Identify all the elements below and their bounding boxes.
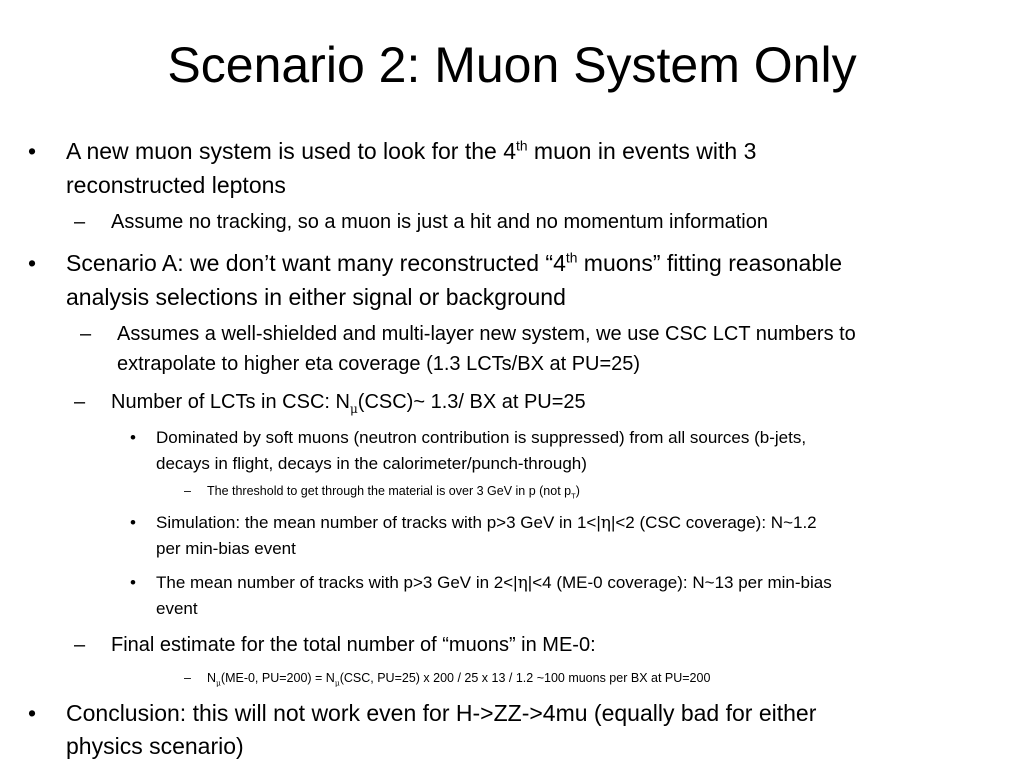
bullet-2b: Number of LCTs in CSC: $N_\mu(CSC)\sim$ 1.3/ BX at PU=25 (111, 391, 586, 416)
bullet-2b1-line-2: decays in flight, decays in the calorimeter/punch-through) (156, 454, 587, 473)
bullet-1-line-2: reconstructed leptons (66, 172, 286, 198)
dash-marker: – (74, 391, 86, 413)
bullet-3-line-1: Conclusion: this will not work even for H->ZZ->4mu (equally bad for either (66, 700, 817, 726)
bullet-2b3-line-2: event (156, 599, 198, 618)
bullet-2b1a: The threshold to get through the material is over 3 GeV in p (not $p_T$) (207, 484, 580, 501)
bullet-1-line-1: A new muon system is used to look for the 4th muon in events with 3 (66, 138, 757, 164)
bullet-marker: • (130, 573, 136, 592)
bullet-2-line-2: analysis selections in either signal or background (66, 284, 566, 310)
bullet-1a: Assume no tracking, so a muon is just a hit and no momentum information (111, 211, 768, 233)
bullet-2-line-1: Scenario A: we don’t want many reconstructed “4th muons” fitting reasonable (66, 250, 843, 276)
bullet-marker: • (28, 250, 37, 276)
dash-marker: – (74, 211, 86, 233)
bullet-marker: • (28, 138, 37, 164)
bullet-marker: • (130, 513, 136, 532)
bullet-2b1-line-1: Dominated by soft muons (neutron contribution is suppressed) from all sources (b-jets, (156, 428, 807, 447)
bullet-2c: Final estimate for the total number of “muons” in ME-0: (111, 634, 596, 656)
slide-title: Scenario 2: Muon System Only (167, 37, 857, 93)
dash-marker: – (184, 671, 191, 685)
dash-marker: – (74, 634, 86, 656)
bullet-2b2-line-2: per min-bias event (156, 539, 296, 558)
dash-marker: – (80, 323, 92, 345)
dash-marker: – (184, 484, 191, 498)
bullet-2b2-line-1: Simulation: the mean number of tracks with p>3 GeV in 1<|η|<2 (CSC coverage): N~1.2 (156, 513, 817, 533)
bullet-3-line-2: physics scenario) (66, 733, 244, 759)
bullet-2a-line-2: extrapolate to higher eta coverage (1.3 LCTs/BX at PU=25) (117, 353, 641, 375)
bullet-marker: • (130, 428, 136, 447)
bullet-marker: • (28, 700, 37, 726)
bullet-2b3-line-1: The mean number of tracks with p>3 GeV in 2<|η|<4 (ME-0 coverage): N~13 per min-bias (156, 573, 832, 593)
bullet-2a-line-1: Assumes a well-shielded and multi-layer new system, we use CSC LCT numbers to (117, 323, 856, 345)
bullet-2c1: $N_\mu(ME-0$, $PU=200) = N_\mu(CSC$, PU=25) x 200 / 25 x 13 / 1.2 ~100 muons per BX at PU=200 (207, 671, 711, 688)
